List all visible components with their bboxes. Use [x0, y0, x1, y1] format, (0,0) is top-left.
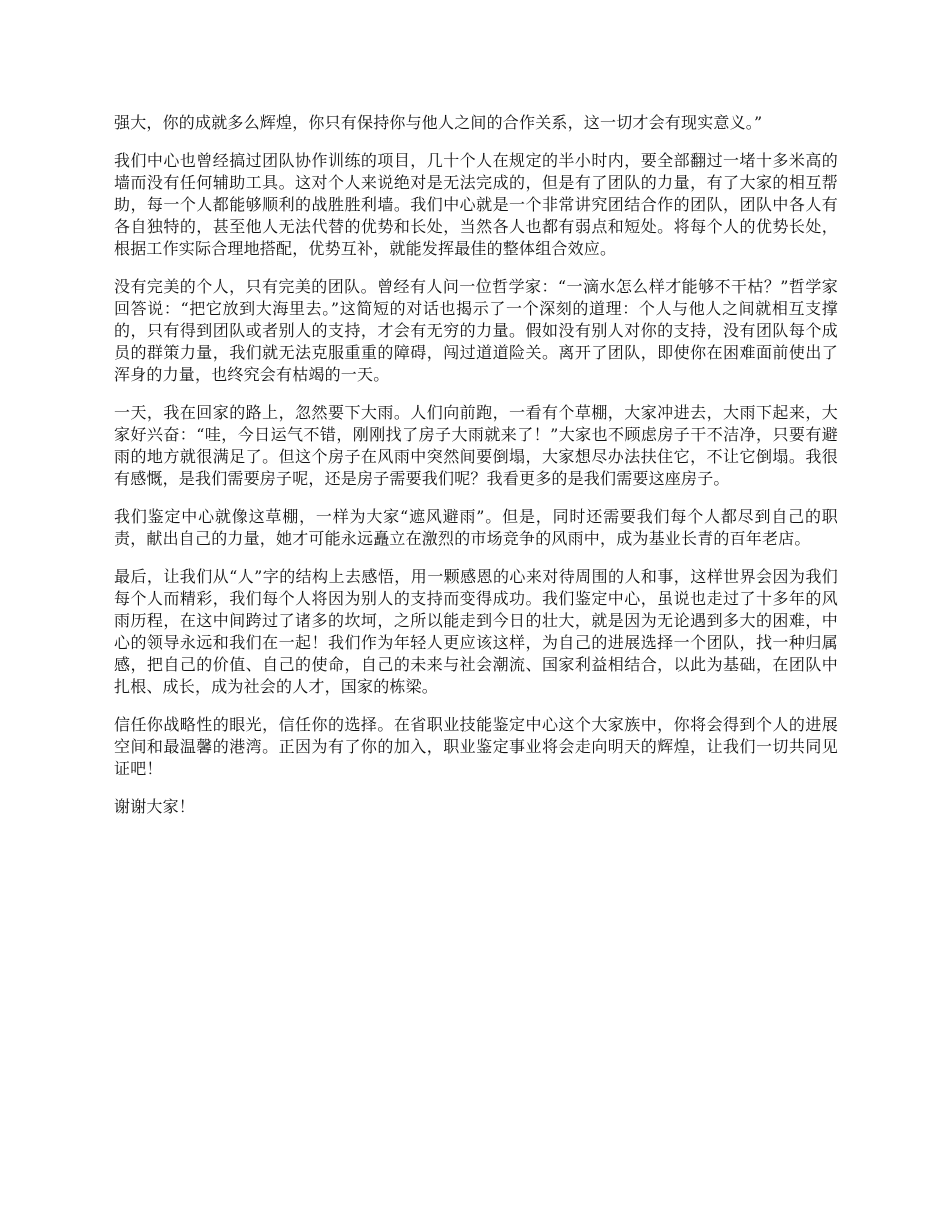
paragraph-3: 没有完美的个人，只有完美的团队。曾经有人问一位哲学家：“一滴水怎么样才能够不干枯？”哲学家回答说：“把它放到大海里去。”这简短的对话也揭示了一个深刻的道理：个人与他人之间就相互支撑的，只有得到团队或者别人的支持，才会有无穷的力量。假如没有别人对你的支持，没有团队每个成员的群策力量，我们就无法克服重重的障碍，闯过道道险关。离开了团队，即使你在困难面前使出了浑身的力量，也终究会有枯竭的一天。: [114, 277, 838, 384]
document-body: [114, 112, 838, 834]
paragraph-2: 我们中心也曾经搞过团队协作训练的项目，几十个人在规定的半小时内，要全部翻过一堵十多米高的墙而没有任何辅助工具。这对个人来说绝对是无法完成的，但是有了团队的力量，有了大家的相互帮助，每一个人都能够顺利的战胜胜利墙。我们中心就是一个非常讲究团结合作的团队，团队中各人有各自独特的，甚至他人无法代替的优势和长处，当然各人也都有弱点和短处。将每个人的优势长处，根据工作实际合理地搭配，优势互补，就能发挥最佳的整体组合效应。: [114, 151, 838, 258]
paragraph-7: 信任你战略性的眼光，信任你的选择。在省职业技能鉴定中心这个大家族中，你将会得到个人的进展空间和最温馨的港湾。正因为有了你的加入，职业鉴定事业将会走向明天的辉煌，让我们一切共同见证吧！: [114, 715, 838, 778]
paragraph-1: 强大，你的成就多么辉煌，你只有保持你与他人之间的合作关系，这一切才会有现实意义。”: [114, 113, 763, 132]
paragraph-5: 我们鉴定中心就像这草棚，一样为大家“遮风避雨”。但是，同时还需要我们每个人都尽到自己的职责，献出自己的力量，她才可能永远矗立在激烈的市场竞争的风雨中，成为基业长青的百年老店。: [114, 507, 838, 548]
paragraph-closing: 谢谢大家！: [114, 797, 196, 816]
paragraph-6: 最后，让我们从“人”字的结构上去感悟，用一颗感恩的心来对待周围的人和事，这样世界会因为我们每个人而精彩，我们每个人将因为别人的支持而变得成功。我们鉴定中心，虽说也走过了十多年的风雨历程，在这中间跨过了诸多的坎坷，之所以能走到今日的壮大，就是因为无论遇到多大的困难，中心的领导永远和我们在一起！我们作为年轻人更应该这样，为自己的进展选择一个团队，找一种归属感，把自己的价值、自己的使命，自己的未来与社会潮流、国家利益相结合，以此为基础，在团队中扎根、成长，成为社会的人才，国家的栋梁。: [114, 567, 838, 696]
paragraph-4: 一天，我在回家的路上，忽然要下大雨。人们向前跑，一看有个草棚，大家冲进去，大雨下起来，大家好兴奋：“哇，今日运气不错，刚刚找了房子大雨就来了！”大家也不顾虑房子干不洁净，只要有避雨的地方就很满足了。但这个房子在风雨中突然间要倒塌，大家想尽办法扶住它，不让它倒塌。我很有感慨，是我们需要房子呢，还是房子需要我们呢？我看更多的是我们需要这座房子。: [114, 403, 838, 488]
